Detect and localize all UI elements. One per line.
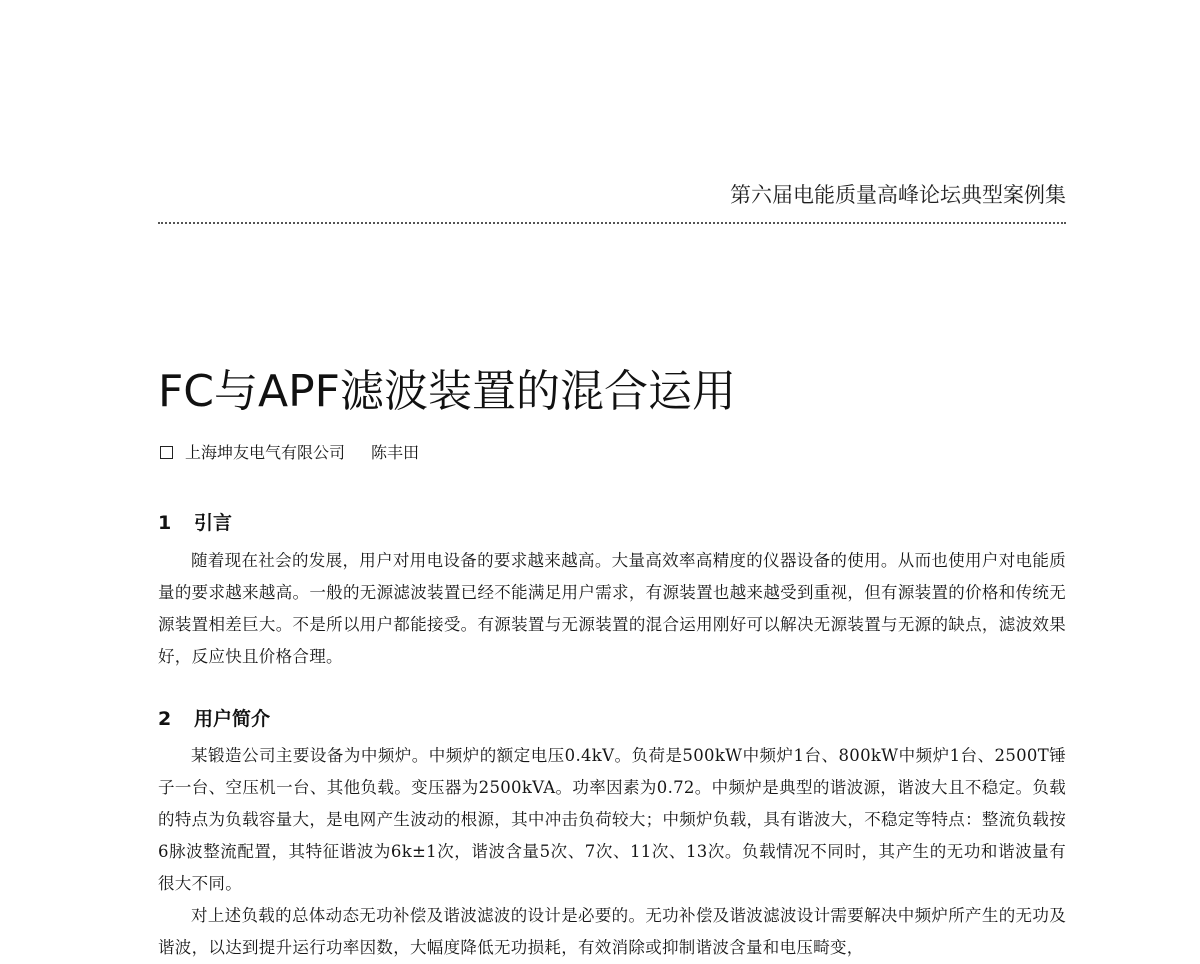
byline-author: 陈丰田: [371, 443, 420, 462]
article-title: FC与APF滤波装置的混合运用: [158, 366, 736, 417]
byline-box-marker: [160, 446, 173, 459]
running-header: 第六届电能质量高峰论坛典型案例集: [730, 183, 1066, 207]
section-number: 1: [158, 512, 172, 534]
header-dotted-rule: [158, 222, 1066, 224]
byline: [160, 441, 419, 465]
section-title: 引言: [194, 512, 233, 534]
design-paragraph: 对上述负载的总体动态无功补偿及谐波滤波的设计是必要的。无功补偿及谐波滤波设计需要解决中频炉所产生的无功及谐波，以达到提升运行功率因数，大幅度降低无功损耗，有效消除或抑制谐波含量和电压畸变，: [158, 906, 1066, 957]
introduction-paragraph: 随着现在社会的发展，用户对用电设备的要求越来越高。大量高效率高精度的仪器设备的使用。从而也使用户对电能质量的要求越来越高。一般的无源滤波装置已经不能满足用户需求，有源装置也越来越受到重视，但有源装置的价格和传统无源装置相差巨大。不是所以用户都能接受。有源装置与无源装置的混合运用刚好可以解决无源装置与无源的缺点，滤波效果好，反应快且价格合理。: [158, 551, 1066, 666]
section-title: 用户简介: [194, 708, 271, 730]
section-heading-user-profile: [158, 705, 270, 733]
byline-organization: 上海坤友电气有限公司: [185, 443, 346, 462]
user-profile-paragraph: 某锻造公司主要设备为中频炉。中频炉的额定电压0.4kV。负荷是500kW中频炉1台、800kW中频炉1台、2500T锤子一台、空压机一台、其他负载。变压器为2500kVA。功率因素为0.72。中频炉是典型的谐波源，谐波大且不稳定。负载的特点为负载容量大，是电网产生波动的根源，其中冲击负荷较大；中频炉负载，具有谐波大，不稳定等特点：整流负载按6脉波整流配置，其特征谐波为6k±1次，谐波含量5次、7次、11次、13次。负载情况不同时，其产生的无功和谐波量有很大不同。: [158, 746, 1066, 893]
section-number: 2: [158, 708, 172, 730]
section-heading-introduction: [158, 509, 232, 537]
